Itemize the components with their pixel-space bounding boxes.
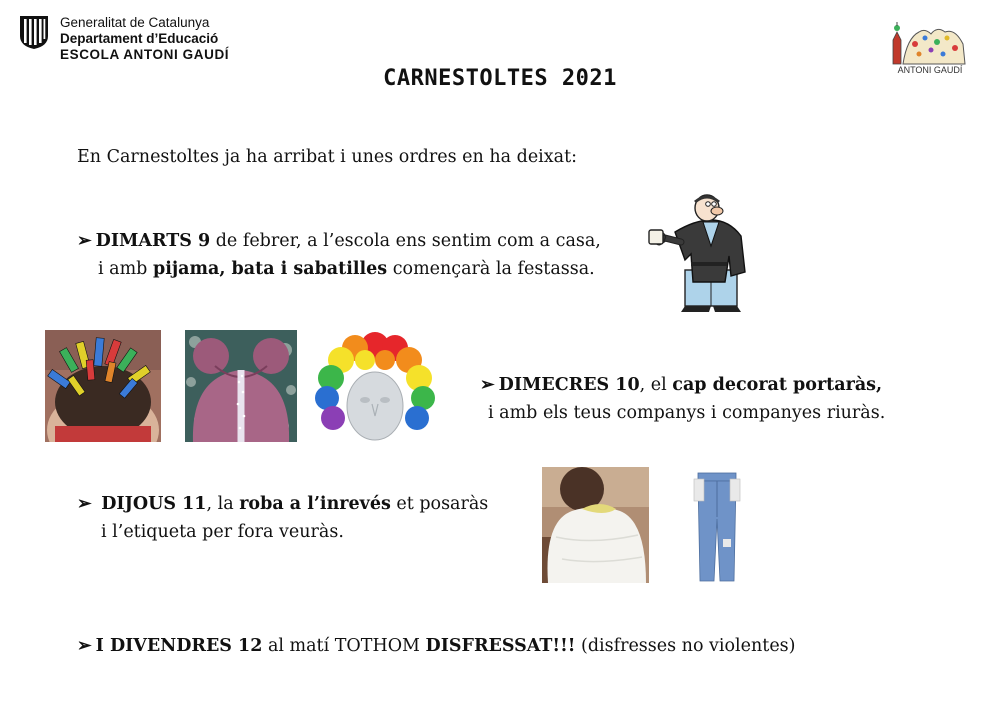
rainbow-wig-photo — [315, 330, 435, 442]
header-line-department: Departament d’Educació — [60, 31, 219, 46]
day-dimecres: DIMECRES 10 — [498, 375, 640, 395]
bullet-arrow-icon: ➢ — [77, 494, 92, 514]
bullet-arrow-icon: ➢ — [77, 636, 92, 656]
item-dimarts — [77, 227, 601, 283]
dimarts-pijama: pijama, bata i sabatilles — [152, 259, 388, 279]
day-divendres: I DIVENDRES 12 — [95, 636, 263, 656]
day-dimarts: DIMARTS 9 — [95, 231, 211, 251]
dimarts-line2-a: i amb — [98, 259, 153, 279]
dimecres-line1-a: , el — [639, 375, 673, 395]
item-dijous — [77, 490, 488, 546]
bullet-arrow-icon: ➢ — [77, 231, 92, 251]
inside-out-jeans-photo — [692, 469, 742, 583]
header-line-school: ESCOLA ANTONI GAUDÍ — [60, 47, 230, 62]
dijous-line1-a: , la — [206, 494, 240, 514]
institution-header — [60, 15, 229, 63]
day-dijous: DIJOUS 11 — [101, 494, 207, 514]
generalitat-logo-icon — [18, 14, 50, 50]
dijous-line2: i l’etiqueta per fora veuràs. — [101, 522, 344, 542]
dijous-roba: roba a l’inrevés — [239, 494, 391, 514]
inside-out-sweater-photo — [542, 467, 649, 583]
header-line-generalitat: Generalitat de Catalunya — [60, 15, 210, 30]
divendres-line1-c: (disfresses no violentes) — [575, 636, 796, 656]
intro-text: En Carnestoltes ja ha arribat i unes ordres en ha deixat: — [77, 147, 577, 167]
dijous-line1-c: et posaràs — [390, 494, 489, 514]
man-in-pajamas-illustration — [645, 192, 757, 316]
bullet-arrow-icon: ➢ — [480, 375, 495, 395]
dimarts-line1: de febrer, a l’escola ens sentim com a casa, — [210, 231, 601, 251]
clothespins-hair-photo — [45, 330, 161, 442]
divendres-line1-a: al matí TOTHOM — [262, 636, 426, 656]
dimecres-line2: i amb els teus companys i companyes riuràs. — [488, 403, 886, 423]
dimarts-line2-c: començarà la festassa. — [387, 259, 595, 279]
school-logo-text: ANTONI GAUDÍ — [897, 65, 963, 74]
item-divendres — [77, 632, 795, 660]
page-title: CARNESTOLTES 2021 — [383, 66, 617, 91]
glitter-buns-photo — [185, 330, 297, 442]
dimecres-cap-decorat: cap decorat portaràs, — [672, 375, 883, 395]
divendres-disfressat: DISFRESSAT!!! — [425, 636, 576, 656]
item-dimecres — [480, 371, 885, 427]
